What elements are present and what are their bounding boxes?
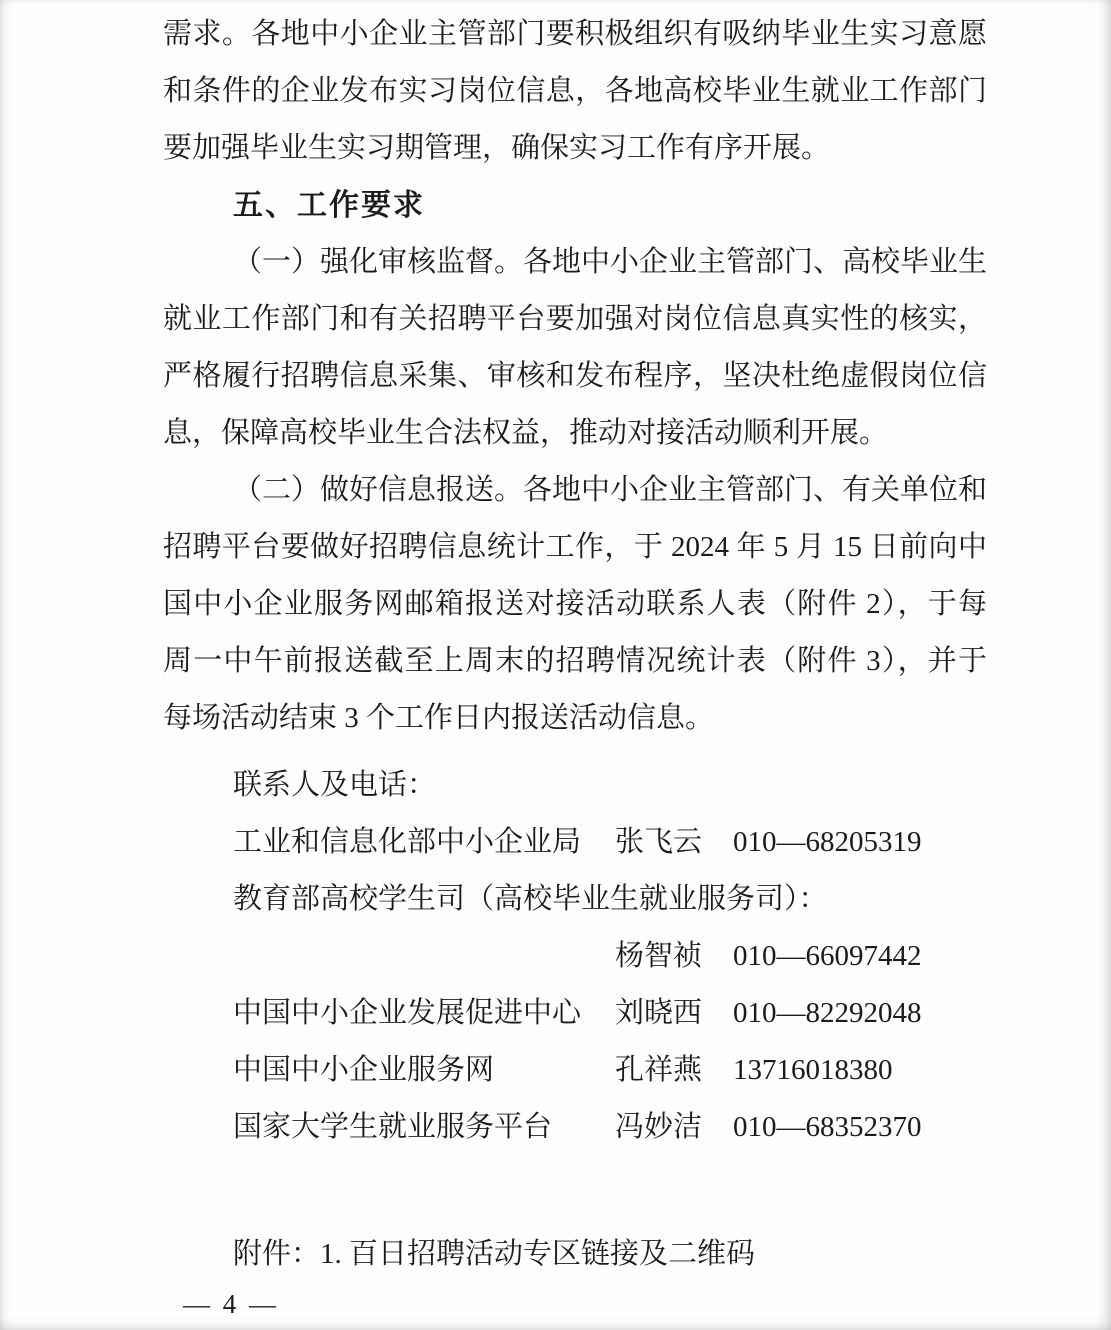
contact-person: 杨智祯 bbox=[615, 940, 703, 972]
contact-row bbox=[163, 1042, 987, 1099]
doc-line: 联系人及电话： bbox=[233, 769, 437, 801]
contact-phone: 010—66097442 bbox=[733, 940, 922, 972]
page-number: — 4 — bbox=[183, 1289, 279, 1319]
contact-org: 工业和信息化部中小企业局 bbox=[233, 826, 582, 858]
doc-line: 招聘平台要做好招聘信息统计工作，于 2024 年 5 月 15 日前向中 bbox=[163, 531, 987, 563]
doc-line: 就业工作部门和有关招聘平台要加强对岗位信息真实性的核实， bbox=[163, 303, 987, 335]
contact-org bbox=[233, 928, 615, 985]
contact-person: 孔祥燕 bbox=[615, 1054, 703, 1086]
doc-line: （二）做好信息报送。各地中小企业主管部门、有关单位和 bbox=[233, 474, 988, 506]
doc-line: 周一中午前报送截至上周末的招聘情况统计表（附件 3），并于 bbox=[163, 645, 987, 677]
contact-org: 中国中小企业服务网 bbox=[233, 1054, 495, 1086]
section-heading: 五、工作要求 bbox=[233, 189, 425, 222]
contact-person: 张飞云 bbox=[615, 826, 703, 858]
contact-org: 国家大学生就业服务平台 bbox=[233, 1111, 553, 1143]
doc-line: 息，保障高校毕业生合法权益，推动对接活动顺利开展。 bbox=[163, 417, 889, 449]
contact-row bbox=[163, 1099, 987, 1156]
contact-org: 中国中小企业发展促进中心 bbox=[233, 997, 582, 1029]
doc-line: 需求。各地中小企业主管部门要积极组织有吸纳毕业生实习意愿 bbox=[163, 18, 987, 50]
contact-phone: 010—82292048 bbox=[733, 997, 922, 1029]
doc-line: 要加强毕业生实习期管理，确保实习工作有序开展。 bbox=[163, 132, 831, 164]
contact-row bbox=[163, 928, 987, 985]
contact-phone: 010—68205319 bbox=[733, 826, 922, 858]
document-body bbox=[163, 6, 987, 1283]
doc-line: 每场活动结束 3 个工作日内报送活动信息。 bbox=[163, 702, 715, 734]
doc-line: 教育部高校学生司（高校毕业生就业服务司）： bbox=[233, 883, 828, 915]
doc-line: 国中小企业服务网邮箱报送对接活动联系人表（附件 2），于每 bbox=[163, 588, 987, 620]
blank-space bbox=[163, 1156, 987, 1226]
doc-line: （一）强化审核监督。各地中小企业主管部门、高校毕业生 bbox=[233, 246, 988, 278]
doc-line: 和条件的企业发布实习岗位信息，各地高校毕业生就业工作部门 bbox=[163, 75, 987, 107]
doc-line: 严格履行招聘信息采集、审核和发布程序，坚决杜绝虚假岗位信 bbox=[163, 360, 987, 392]
contact-person: 刘晓西 bbox=[615, 997, 703, 1029]
contact-person: 冯妙洁 bbox=[615, 1111, 703, 1143]
contact-row bbox=[163, 814, 987, 871]
contact-phone: 13716018380 bbox=[733, 1054, 893, 1086]
contact-phone: 010—68352370 bbox=[733, 1111, 922, 1143]
doc-line: 附件：1. 百日招聘活动专区链接及二维码 bbox=[233, 1238, 756, 1270]
contact-row bbox=[163, 985, 987, 1042]
